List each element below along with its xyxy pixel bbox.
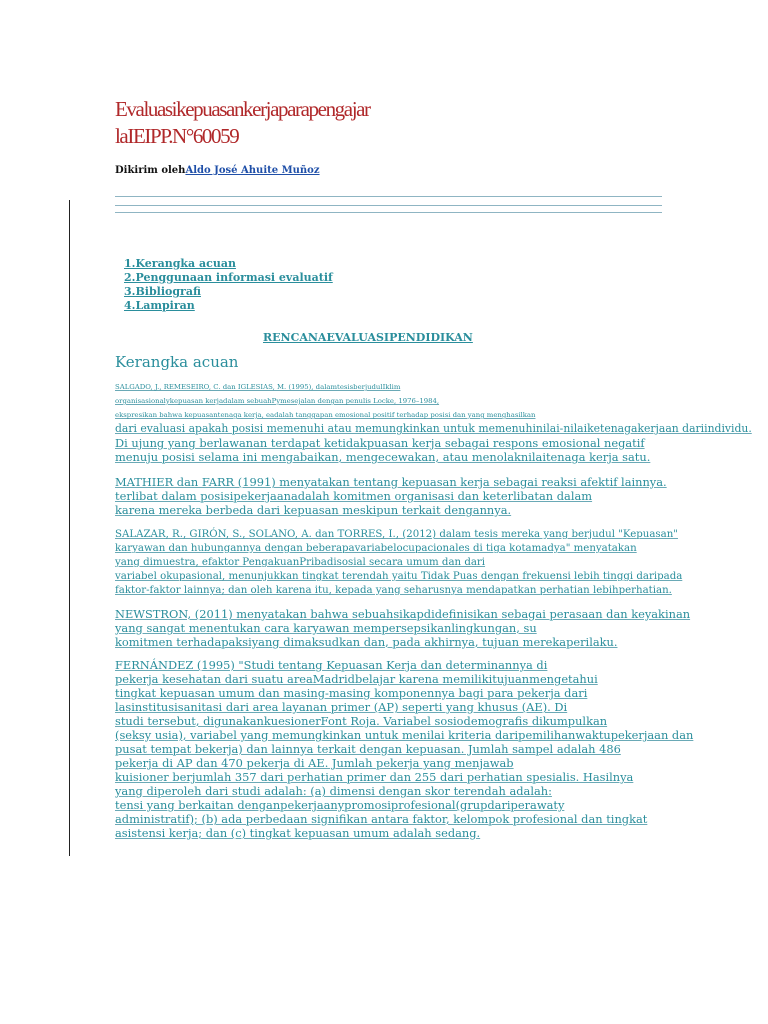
text-line: FERNÁNDEZ (1995) "Studi tentang Kepuasan Kerja dan determinannya di bbox=[115, 658, 548, 672]
text-line: pekerja kesehatan dari suatu areaMadridbelajar karena memilikitujuanmengetahui bbox=[115, 672, 598, 686]
text-line: tingkat kepuasan umum dan masing-masing komponennya bagi para pekerja dari bbox=[115, 686, 588, 700]
text-line: pekerja di AP dan 470 pekerja di AE. Jumlah pekerja yang menjawab bbox=[115, 756, 514, 770]
text-line: studi tersebut, digunakankuesionerFont Roja. Variabel sosiodemografis dikumpulkan bbox=[115, 714, 608, 728]
text-line: komitmen terhadapaksiyang dimaksudkan dan, pada akhirnya, tujuan merekaperilaku. bbox=[115, 635, 618, 649]
text-line: organisasionalykepuasan kerjadalam sebuahPymesejalan dengan penulis Locke, 1976–1984, bbox=[115, 397, 440, 405]
table-of-contents bbox=[124, 257, 333, 313]
toc-item-bibliografi[interactable]: 3.Bibliografi bbox=[124, 285, 201, 298]
main-heading: RENCANAEVALUASIPENDIDIKAN bbox=[263, 331, 473, 344]
text-line: NEWSTRON, (2011) menyatakan bahwa sebuahsikapdidefinisikan sebagai perasaan dan keyakinan bbox=[115, 607, 691, 621]
text-line: yang diperoleh dari studi adalah: (a) dimensi dengan skor terendah adalah: bbox=[115, 784, 552, 798]
text-line: kuisioner berjumlah 357 dari perhatian primer dan 255 dari perhatian spesialis. Hasilnya bbox=[115, 770, 634, 784]
author-link[interactable]: Aldo José Ahuite Muñoz bbox=[185, 165, 320, 176]
paragraph-salgado bbox=[115, 380, 752, 464]
text-line: menuju posisi selama ini mengabaikan, mengecewakan, atau menolaknilaitenaga kerja satu. bbox=[115, 450, 651, 464]
text-line: (seksy usia), variabel yang memungkinkan untuk menilai kriteria daripemilihanwaktupekerjaan dan bbox=[115, 728, 694, 742]
toc-item-lampiran[interactable]: 4.Lampiran bbox=[124, 299, 195, 312]
text-line: terlibat dalam posisipekerjaanadalah komitmen organisasi dan keterlibatan dalam bbox=[115, 489, 593, 503]
divider-2 bbox=[115, 205, 662, 206]
paragraph-salazar bbox=[115, 528, 682, 598]
paragraph-newstron bbox=[115, 607, 690, 649]
toc-item-kerangka-acuan[interactable]: 1.Kerangka acuan bbox=[124, 257, 236, 270]
text-line: faktor-faktor lainnya; dan oleh karena itu, kepada yang seharusnya mendapatkan perhatian lebihperhatian. bbox=[115, 585, 672, 596]
text-line: SALAZAR, R., GIRÓN, S., SOLANO, A. dan TORRES, I., (2012) dalam tesis mereka yang berjudul "Kepuasan" bbox=[115, 529, 678, 540]
byline bbox=[115, 165, 320, 176]
text-line: yang dimuestra, efaktor PengakuanPribadisosial secara umum dan dari bbox=[115, 557, 486, 568]
text-line: Di ujung yang berlawanan terdapat ketidakpuasan kerja sebagai respons emosional negatif bbox=[115, 436, 645, 450]
document-title-line2: laIEIPP.N°60059 bbox=[115, 124, 239, 148]
text-line: administratif); (b) ada perbedaan signifikan antara faktor, kelompok profesional dan tingkat bbox=[115, 812, 648, 826]
text-line: MATHIER dan FARR (1991) menyatakan tentang kepuasan kerja sebagai reaksi afektif lainnya. bbox=[115, 475, 667, 489]
divider-3 bbox=[115, 212, 662, 213]
text-line: asistensi kerja; dan (c) tingkat kepuasan umum adalah sedang. bbox=[115, 826, 481, 840]
text-line: tensi yang berkaitan denganpekerjaanypromosiprofesional(grupdariperawaty bbox=[115, 798, 565, 812]
text-line: yang sangat menentukan cara karyawan mempersepsikanlingkungan, su bbox=[115, 621, 537, 635]
toc-item-penggunaan-informasi[interactable]: 2.Penggunaan informasi evaluatif bbox=[124, 271, 333, 284]
text-line: karyawan dan hubungannya dengan beberapavariabelocupacionales di tiga kotamadya" menyatakan bbox=[115, 543, 637, 554]
text-line: lasinstitusisanitasi dari area layanan primer (AP) seperti yang khusus (AE). Di bbox=[115, 700, 568, 714]
document-title-line1: Evaluasikepuasankerjaparapengajar bbox=[115, 97, 370, 121]
text-line: pusat tempat bekerja) dan lainnya terkait dengan kepuasan. Jumlah sampel adalah 486 bbox=[115, 742, 621, 756]
divider-1 bbox=[115, 196, 662, 197]
text-line: dari evaluasi apakah posisi memenuhi atau memungkinkan untuk memenuhinilai-nilaiketenagakerjaan dariindividu. bbox=[115, 422, 752, 435]
paragraph-mathier bbox=[115, 475, 667, 517]
paragraph-fernandez bbox=[115, 658, 693, 840]
text-line: variabel okupasional, menunjukkan tingkat terendah yaitu Tidak Puas dengan frekuensi lebih tinggi daripada bbox=[115, 571, 683, 582]
section-title: Kerangka acuan bbox=[115, 353, 239, 371]
left-margin-bar bbox=[69, 200, 70, 856]
text-line: karena mereka berbeda dari kepuasan meskipun terkait dengannya. bbox=[115, 503, 512, 517]
byline-label: Dikirim oleh bbox=[115, 165, 186, 176]
text-line: SALGADO, J., REMESEIRO, C. dan IGLESIAS, M. (1995), dalamtesisberjudulIklim bbox=[115, 383, 401, 391]
text-line: ekspresikan bahwa kepuasantenaga kerja, eadalah tanggapan emosional positif terhadap posisi dan yang menghasilkan bbox=[115, 411, 536, 419]
